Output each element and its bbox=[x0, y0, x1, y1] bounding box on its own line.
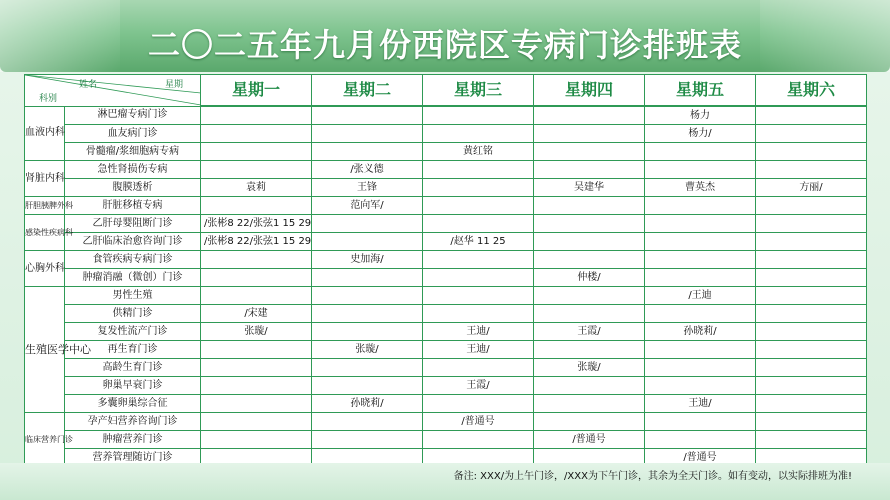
schedule-cell bbox=[645, 143, 756, 161]
schedule-cell: /张彬8 22/张弦1 15 29 bbox=[201, 233, 312, 251]
schedule-cell bbox=[201, 395, 312, 413]
schedule-cell: /普通号 bbox=[534, 431, 645, 449]
schedule-cell bbox=[645, 161, 756, 179]
schedule-cell bbox=[201, 269, 312, 287]
clinic-name-cell: 肿瘤消融（微创）门诊 bbox=[65, 269, 201, 287]
schedule-cell bbox=[534, 341, 645, 359]
category-cell: 血液内科 bbox=[25, 106, 65, 161]
schedule-cell bbox=[312, 305, 423, 323]
schedule-cell bbox=[312, 287, 423, 305]
schedule-cell: 曹英杰 bbox=[645, 179, 756, 197]
schedule-cell bbox=[645, 341, 756, 359]
schedule-cell bbox=[756, 323, 867, 341]
schedule-cell bbox=[423, 395, 534, 413]
schedule-cell bbox=[201, 197, 312, 215]
schedule-cell bbox=[423, 305, 534, 323]
schedule-cell bbox=[534, 143, 645, 161]
schedule-cell bbox=[201, 125, 312, 143]
schedule-cell: 方丽/ bbox=[756, 179, 867, 197]
clinic-name-cell: 淋巴瘤专病门诊 bbox=[65, 106, 201, 125]
clinic-name-cell: 乙肝临床治愈咨询门诊 bbox=[65, 233, 201, 251]
schedule-cell: /王迪 bbox=[645, 287, 756, 305]
category-cell: 感染性疾病科 bbox=[25, 215, 65, 251]
title-banner bbox=[0, 0, 890, 72]
table-row bbox=[25, 161, 867, 179]
category-cell: 心胸外科 bbox=[25, 251, 65, 287]
schedule-cell bbox=[312, 143, 423, 161]
schedule-cell bbox=[201, 341, 312, 359]
schedule-cell: 王迪/ bbox=[423, 323, 534, 341]
schedule-cell: /普通号 bbox=[423, 413, 534, 431]
corner-header bbox=[25, 75, 201, 107]
table-row bbox=[25, 359, 867, 377]
clinic-name-cell: 高龄生育门诊 bbox=[65, 359, 201, 377]
schedule-cell bbox=[756, 233, 867, 251]
page-title: 二〇二五年九月份西院区专病门诊排班表 bbox=[147, 26, 742, 64]
category-cell: 临床营养门诊 bbox=[25, 413, 65, 467]
schedule-cell bbox=[201, 413, 312, 431]
schedule-cell bbox=[312, 125, 423, 143]
schedule-cell bbox=[534, 215, 645, 233]
table-header-row bbox=[25, 75, 867, 107]
table-row bbox=[25, 125, 867, 143]
schedule-cell bbox=[756, 341, 867, 359]
schedule-cell bbox=[423, 215, 534, 233]
corner-name-label: 姓名 bbox=[79, 80, 98, 90]
table-row bbox=[25, 431, 867, 449]
schedule-cell: 仲楼/ bbox=[534, 269, 645, 287]
schedule-cell: 王迪/ bbox=[645, 395, 756, 413]
schedule-cell bbox=[756, 143, 867, 161]
schedule-cell bbox=[534, 106, 645, 125]
schedule-cell bbox=[534, 413, 645, 431]
schedule-cell bbox=[201, 431, 312, 449]
table-row bbox=[25, 179, 867, 197]
schedule-cell bbox=[423, 431, 534, 449]
category-cell: 生殖医学中心 bbox=[25, 287, 65, 413]
table-row bbox=[25, 215, 867, 233]
table-row bbox=[25, 305, 867, 323]
clinic-name-cell: 骨髓瘤/浆细胞病专病 bbox=[65, 143, 201, 161]
schedule-cell bbox=[423, 179, 534, 197]
day-header-thu: 星期四 bbox=[534, 75, 645, 107]
schedule-cell bbox=[534, 395, 645, 413]
schedule-cell: 杨力/ bbox=[645, 125, 756, 143]
schedule-cell bbox=[645, 377, 756, 395]
schedule-cell bbox=[756, 377, 867, 395]
schedule-cell bbox=[534, 125, 645, 143]
schedule-cell bbox=[423, 106, 534, 125]
table-row bbox=[25, 287, 867, 305]
schedule-cell bbox=[534, 161, 645, 179]
schedule-cell bbox=[312, 431, 423, 449]
schedule-cell bbox=[756, 305, 867, 323]
schedule-cell bbox=[201, 251, 312, 269]
day-header-wed: 星期三 bbox=[423, 75, 534, 107]
schedule-cell bbox=[645, 413, 756, 431]
schedule-cell bbox=[201, 161, 312, 179]
schedule-cell bbox=[534, 287, 645, 305]
schedule-cell: 黄红铭 bbox=[423, 143, 534, 161]
category-cell: 肾脏内科 bbox=[25, 161, 65, 197]
schedule-cell bbox=[645, 251, 756, 269]
schedule-cell: 张璇/ bbox=[312, 341, 423, 359]
table-row bbox=[25, 197, 867, 215]
schedule-cell bbox=[423, 287, 534, 305]
schedule-cell bbox=[312, 233, 423, 251]
schedule-cell bbox=[756, 287, 867, 305]
schedule-cell bbox=[756, 269, 867, 287]
schedule-cell bbox=[423, 269, 534, 287]
day-header-tue: 星期二 bbox=[312, 75, 423, 107]
schedule-cell bbox=[756, 431, 867, 449]
schedule-cell bbox=[312, 269, 423, 287]
footer-note: 备注: XXX/为上午门诊，/XXX为下午门诊，其余为全天门诊。如有变动，以实际排班为准! bbox=[453, 471, 852, 482]
schedule-cell bbox=[423, 161, 534, 179]
schedule-cell bbox=[423, 251, 534, 269]
schedule-cell: /张义德 bbox=[312, 161, 423, 179]
schedule-cell: 袁莉 bbox=[201, 179, 312, 197]
schedule-cell bbox=[201, 287, 312, 305]
schedule-cell bbox=[756, 215, 867, 233]
day-header-sat: 星期六 bbox=[756, 75, 867, 107]
schedule-cell bbox=[312, 215, 423, 233]
schedule-cell bbox=[423, 125, 534, 143]
schedule-cell bbox=[645, 431, 756, 449]
schedule-cell: 王迪/ bbox=[423, 341, 534, 359]
schedule-cell bbox=[312, 106, 423, 125]
schedule-cell bbox=[201, 377, 312, 395]
schedule-cell: 张璇/ bbox=[534, 359, 645, 377]
schedule-cell: 范向军/ bbox=[312, 197, 423, 215]
schedule-cell bbox=[534, 377, 645, 395]
clinic-name-cell: 多囊卵巢综合征 bbox=[65, 395, 201, 413]
schedule-cell bbox=[645, 269, 756, 287]
corner-category-label: 科别 bbox=[39, 94, 58, 104]
clinic-name-cell: 供精门诊 bbox=[65, 305, 201, 323]
clinic-name-cell: 食管疾病专病门诊 bbox=[65, 251, 201, 269]
table-row bbox=[25, 143, 867, 161]
clinic-name-cell: 腹膜透析 bbox=[65, 179, 201, 197]
schedule-cell bbox=[645, 359, 756, 377]
category-cell: 肝胆胰脾外科 bbox=[25, 197, 65, 215]
table-row bbox=[25, 106, 867, 125]
schedule-cell bbox=[756, 125, 867, 143]
table-row bbox=[25, 413, 867, 431]
schedule-cell: /普通号 bbox=[645, 449, 756, 467]
schedule-cell bbox=[423, 197, 534, 215]
schedule-cell: 王霞/ bbox=[534, 323, 645, 341]
schedule-cell: /宋建 bbox=[201, 305, 312, 323]
schedule-cell bbox=[645, 233, 756, 251]
table-row bbox=[25, 341, 867, 359]
clinic-name-cell: 卵巢早衰门诊 bbox=[65, 377, 201, 395]
clinic-name-cell: 男性生殖 bbox=[65, 287, 201, 305]
schedule-cell bbox=[756, 395, 867, 413]
schedule-cell bbox=[312, 377, 423, 395]
schedule-cell bbox=[201, 359, 312, 377]
schedule-cell: 杨力 bbox=[645, 106, 756, 125]
clinic-name-cell: 孕产妇营养咨询门诊 bbox=[65, 413, 201, 431]
schedule-cell bbox=[756, 359, 867, 377]
clinic-name-cell: 营养管理随访门诊 bbox=[65, 449, 201, 467]
schedule-cell bbox=[423, 359, 534, 377]
clinic-name-cell: 肝脏移植专病 bbox=[65, 197, 201, 215]
schedule-cell: 王锋 bbox=[312, 179, 423, 197]
clinic-name-cell: 急性肾损伤专病 bbox=[65, 161, 201, 179]
clinic-name-cell: 复发性流产门诊 bbox=[65, 323, 201, 341]
schedule-cell bbox=[534, 305, 645, 323]
schedule-cell bbox=[645, 197, 756, 215]
schedule-table bbox=[24, 74, 867, 467]
clinic-name-cell: 肿瘤营养门诊 bbox=[65, 431, 201, 449]
schedule-cell: 史加海/ bbox=[312, 251, 423, 269]
schedule-cell bbox=[756, 413, 867, 431]
schedule-cell: 吴建华 bbox=[534, 179, 645, 197]
schedule-cell bbox=[201, 143, 312, 161]
schedule-cell bbox=[645, 215, 756, 233]
day-header-fri: 星期五 bbox=[645, 75, 756, 107]
table-row bbox=[25, 251, 867, 269]
schedule-cell bbox=[645, 305, 756, 323]
clinic-name-cell: 血友病门诊 bbox=[65, 125, 201, 143]
day-header-mon: 星期一 bbox=[201, 75, 312, 107]
schedule-cell: /赵华 11 25 bbox=[423, 233, 534, 251]
schedule-cell: /张彬8 22/张弦1 15 29 bbox=[201, 215, 312, 233]
table-row bbox=[25, 233, 867, 251]
schedule-cell bbox=[201, 106, 312, 125]
schedule-cell: 孙晓莉/ bbox=[312, 395, 423, 413]
schedule-cell bbox=[312, 359, 423, 377]
schedule-cell bbox=[534, 251, 645, 269]
schedule-cell bbox=[312, 323, 423, 341]
table-row bbox=[25, 323, 867, 341]
schedule-cell bbox=[756, 197, 867, 215]
schedule-cell: 孙晓莉/ bbox=[645, 323, 756, 341]
corner-week-label: 星期 bbox=[165, 80, 184, 90]
table-row bbox=[25, 269, 867, 287]
clinic-name-cell: 乙肝母婴阻断门诊 bbox=[65, 215, 201, 233]
table-row bbox=[25, 377, 867, 395]
schedule-cell: 王霞/ bbox=[423, 377, 534, 395]
table-row bbox=[25, 395, 867, 413]
schedule-cell bbox=[312, 413, 423, 431]
schedule-cell bbox=[534, 197, 645, 215]
schedule-cell bbox=[534, 233, 645, 251]
schedule-cell bbox=[756, 106, 867, 125]
schedule-cell bbox=[756, 251, 867, 269]
clinic-name-cell: 再生育门诊 bbox=[65, 341, 201, 359]
schedule-cell bbox=[756, 161, 867, 179]
schedule-cell: 张璇/ bbox=[201, 323, 312, 341]
